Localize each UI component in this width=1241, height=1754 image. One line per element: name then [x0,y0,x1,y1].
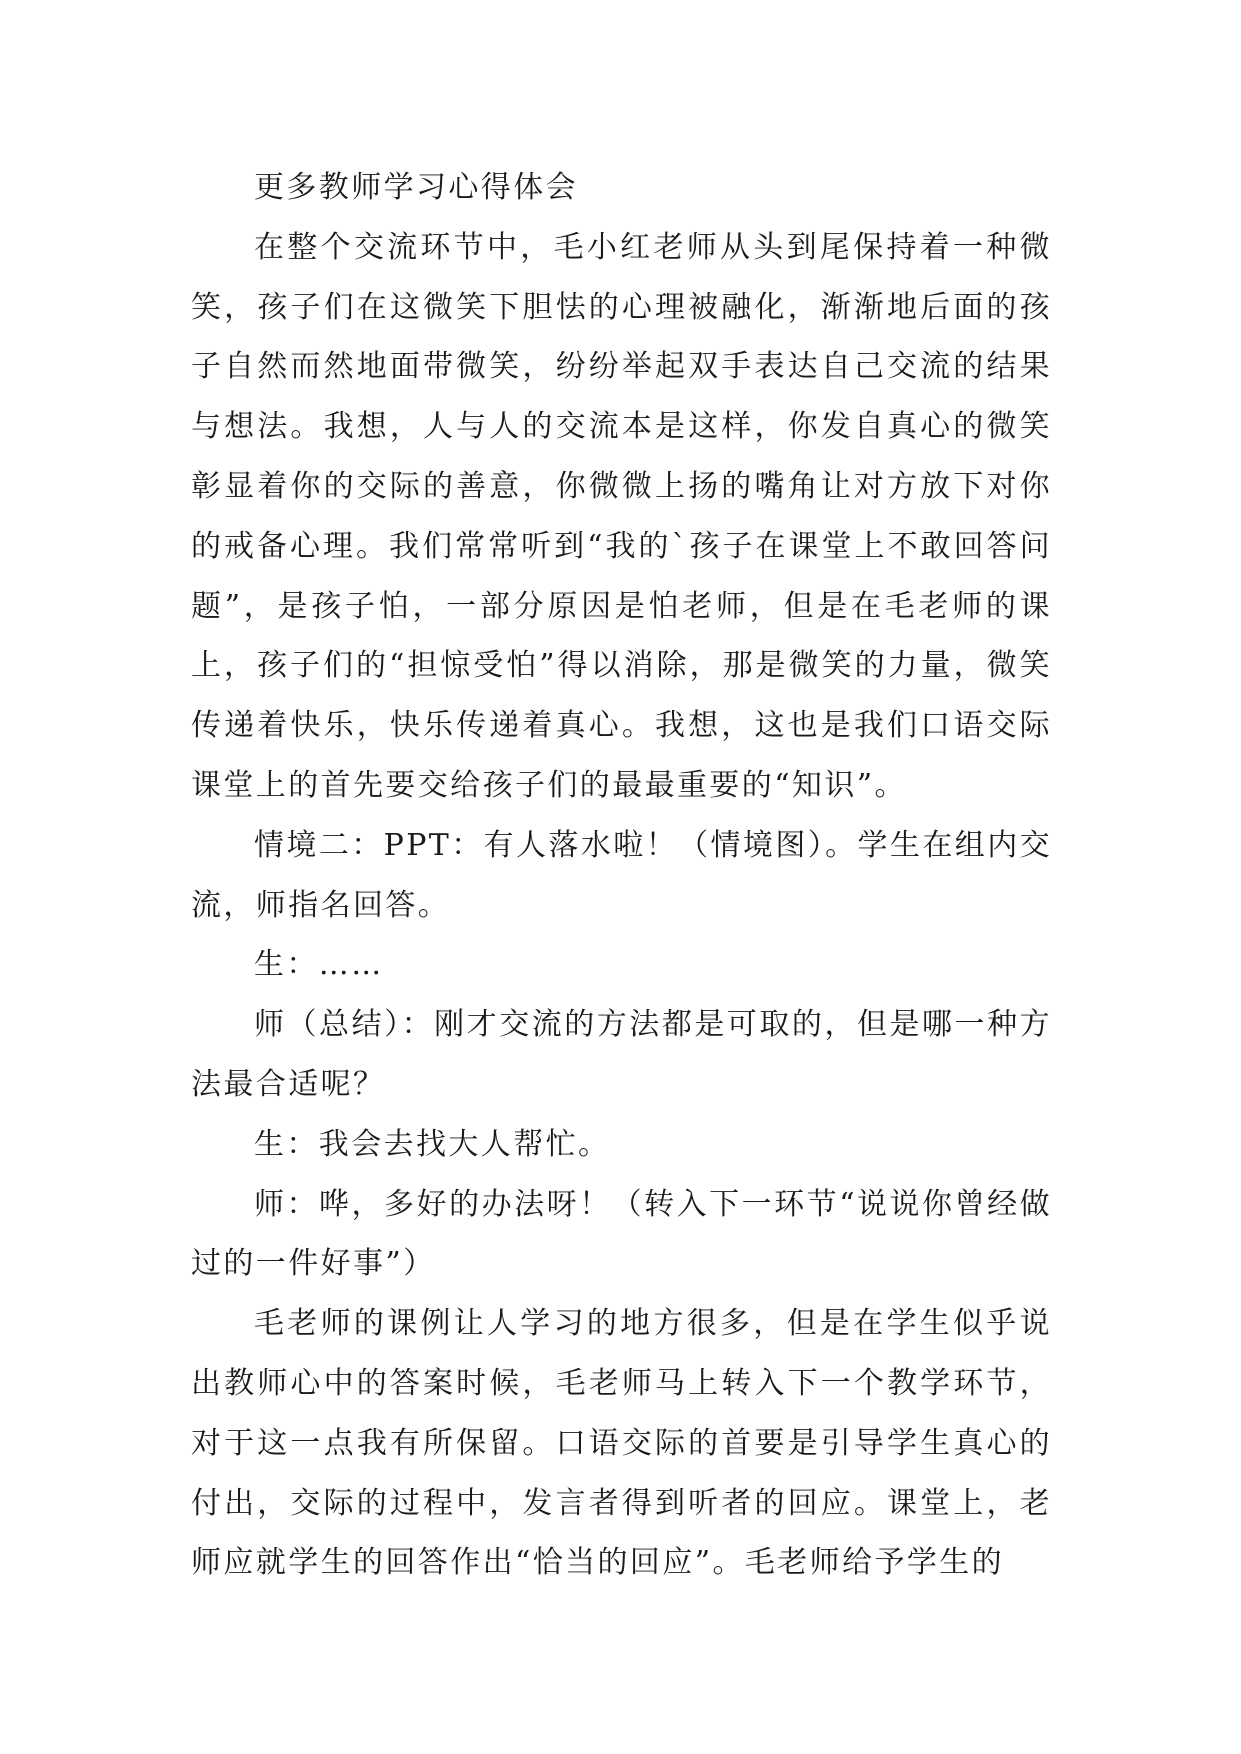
body-paragraph: 生：我会去找大人帮忙。 [254,1126,611,1162]
body-paragraph: 情境二：PPT：有人落水啦！（情境图）。学生在组内交流，师指名回答。 [191,827,1052,923]
heading-paragraph: 更多教师学习心得体会 [254,170,578,205]
body-paragraph: 在整个交流环节中，毛小红老师从头到尾保持着一种微笑，孩子们在这微笑下胆怯的心理被融化，渐渐地后面的孩子自然而然地面带微笑，纷纷举起双手表达自己交流的结果与想法。我想，人与人的交流本是这样，你发自真心的微笑彰显着你的交际的善意，你微微上扬的嘴角让对方放下对你的戒备心理。我们常常听到“我的`孩子在课堂上不敢回答问题”，是孩子怕，一部分原因是怕老师，但是在毛老师的课上，孩子们的“担惊受怕”得以消除，那是微笑的力量，微笑传递着快乐，快乐传递着真心。我想，这也是我们口语交际课堂上的首先要交给孩子们的最最重要的“知识”。 [191,229,1052,803]
body-paragraph: 毛老师的课例让人学习的地方很多，但是在学生似乎说出教师心中的答案时候，毛老师马上转入下一个教学环节，对于这一点我有所保留。口语交际的首要是引导学生真心的付出，交际的过程中，发言者得到听者的回应。课堂上，老师应就学生的回答作出“恰当的回应”。毛老师给予学生的 [191,1306,1052,1581]
body-paragraph: 师（总结）：刚才交流的方法都是可取的，但是哪一种方法最合适呢？ [191,1007,1052,1102]
document-body [191,158,1052,1593]
body-paragraph: 生：…… [254,947,384,983]
body-paragraph: 师：哗，多好的办法呀！（转入下一环节“说说你曾经做过的一件好事”） [191,1186,1052,1282]
